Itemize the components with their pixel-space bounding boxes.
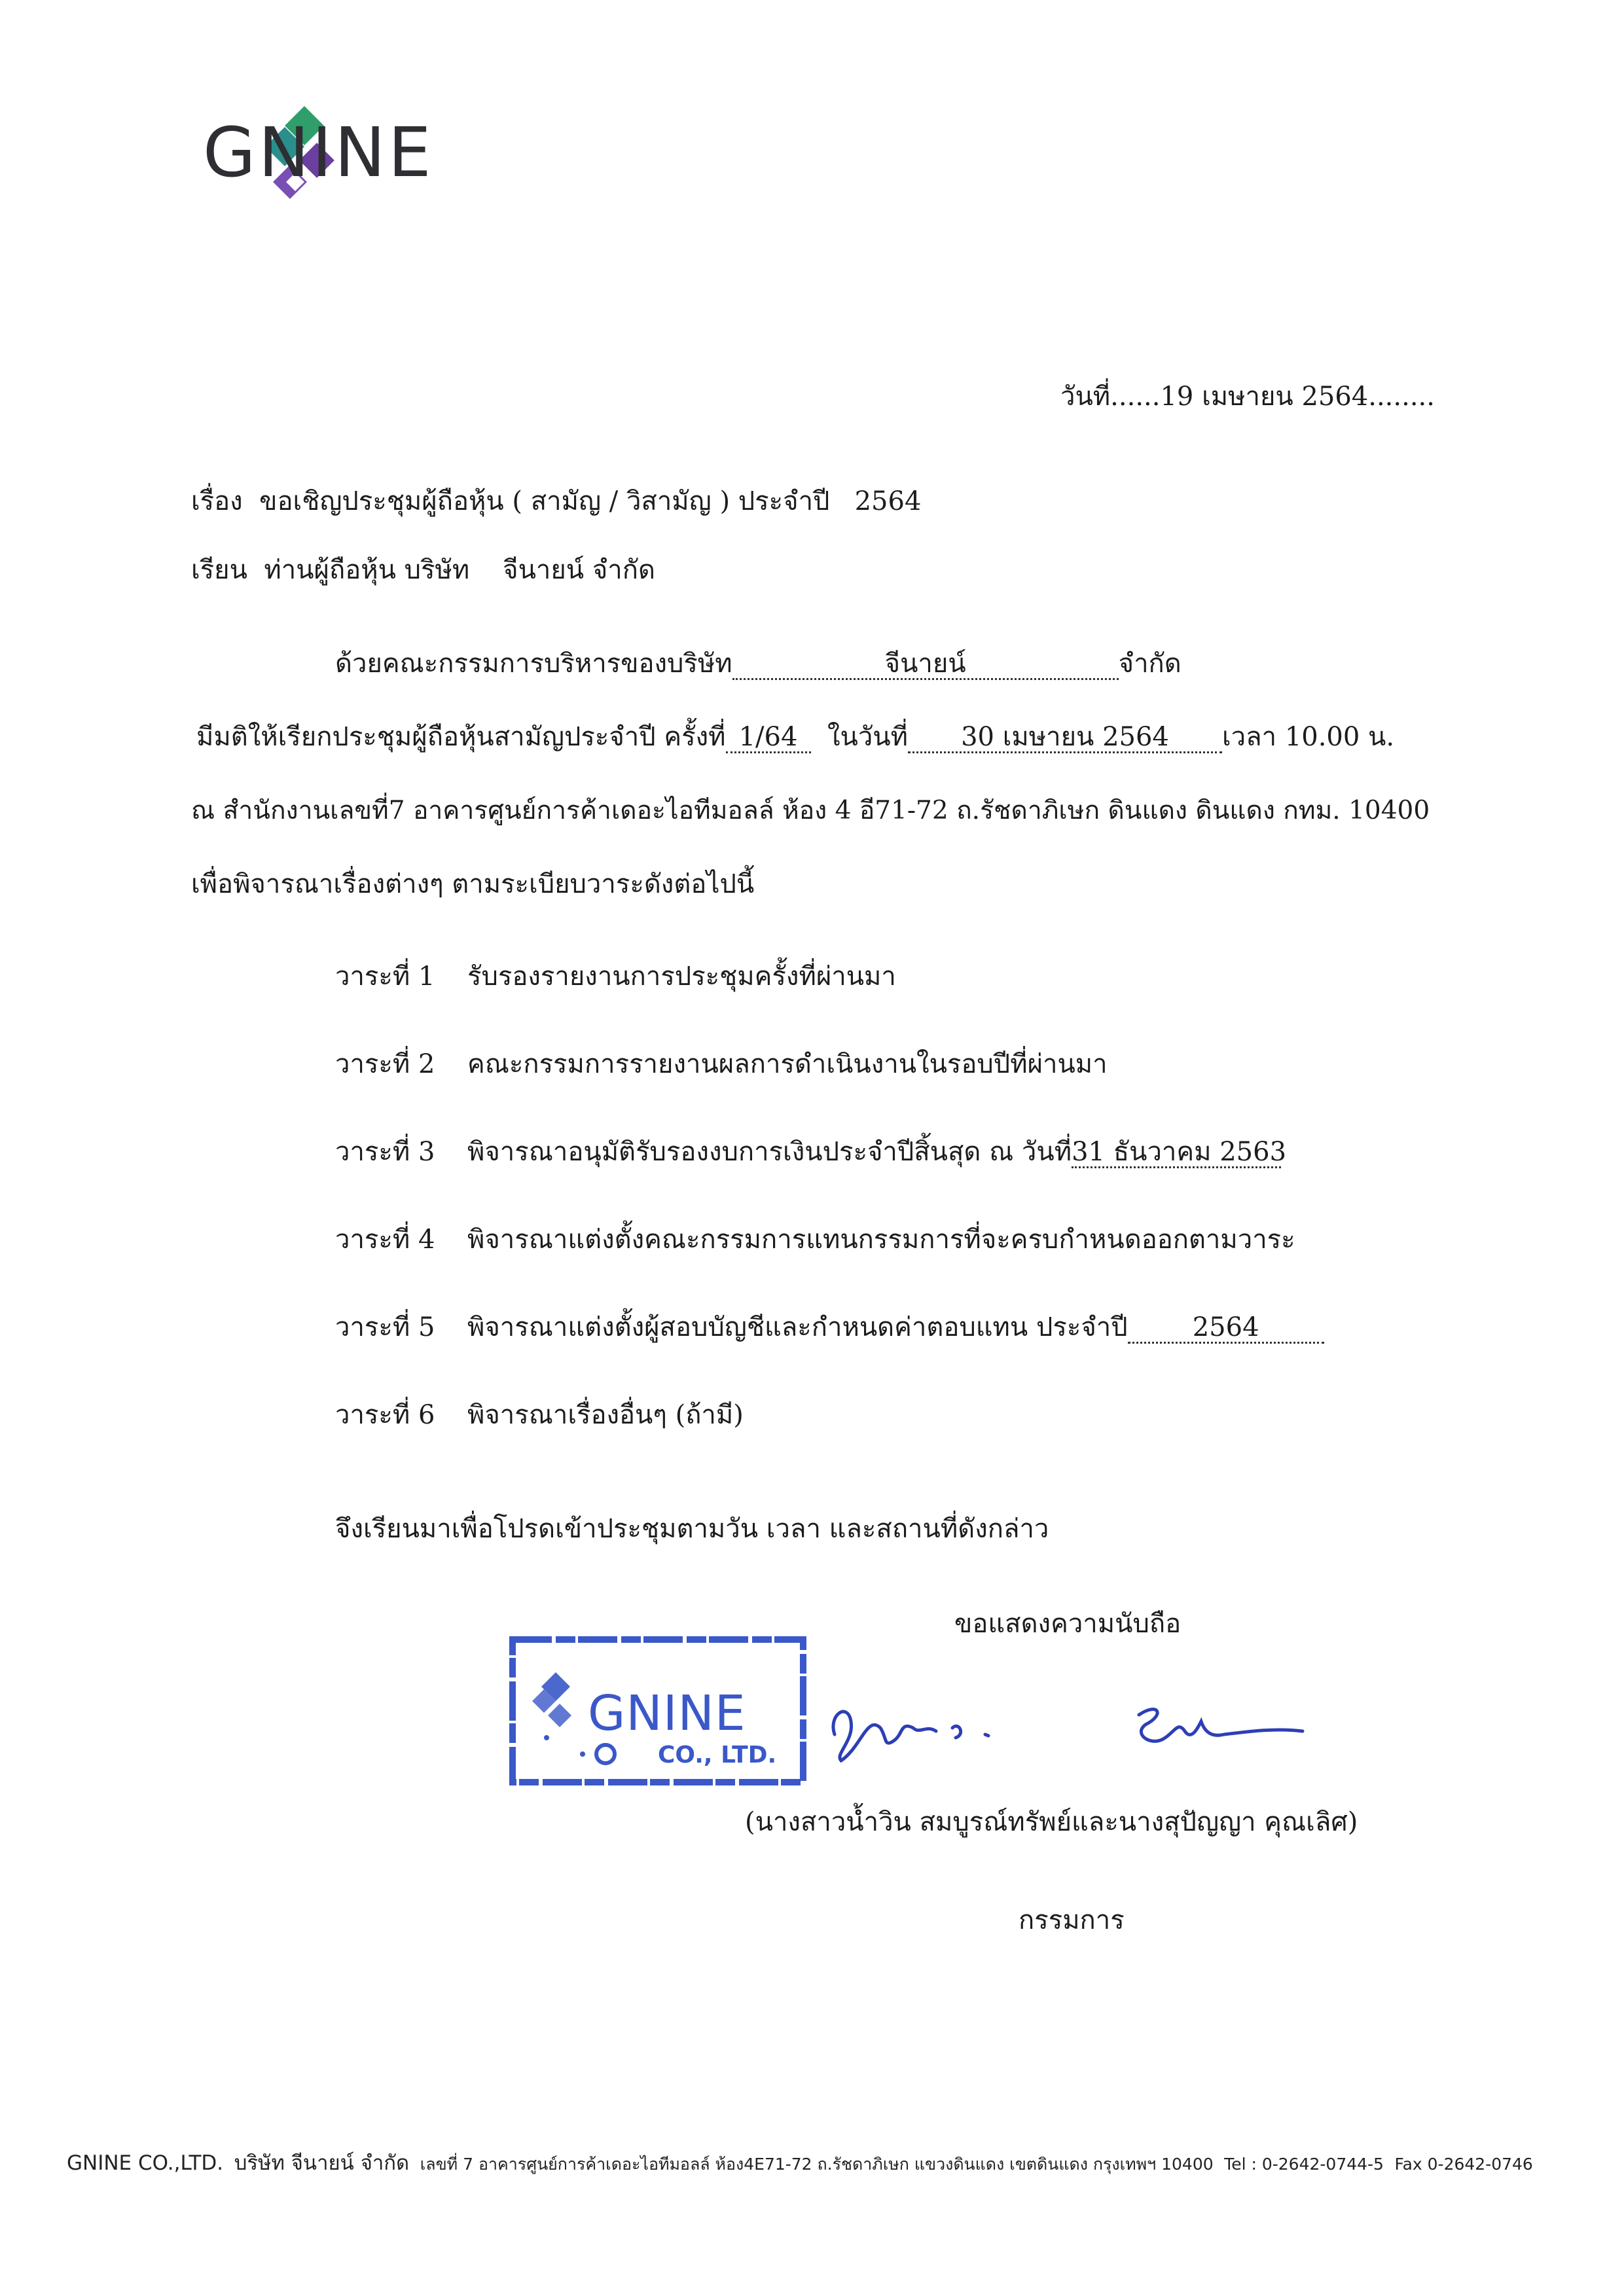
agenda-5-text — [467, 1310, 1324, 1344]
meeting-date: 30 เมษายน 2564 — [908, 723, 1222, 753]
footer-tel: Tel : 0-2642-0744-5 — [1224, 2155, 1384, 2174]
logo-wordmark: GNINE — [203, 113, 434, 192]
stamp-name: GNINE — [588, 1685, 746, 1742]
recipient-company: จีนายน์ จำกัด — [503, 555, 655, 585]
agenda-3-text — [467, 1135, 1287, 1169]
regards: ขอแสดงความนับถือ — [954, 1609, 1182, 1639]
footer-company-en: GNINE CO.,LTD. — [67, 2151, 224, 2175]
footer-address: เลขที่ 7 อาคารศูนย์การค้าเดอะไอทีมอลล์ ห้อง4E71-72 ถ.รัชดาภิเษก แขวงดินแดง เขตดินแดง กรุงเทพฯ 10400 — [420, 2155, 1214, 2174]
meeting-number: 1/64 — [726, 723, 811, 753]
subject-label: เรื่อง — [191, 486, 243, 516]
agenda-1-text: รับรองรายงานการประชุมครั้งที่ผ่านมา — [467, 961, 896, 992]
agenda-3-date: 31 ธันวาคม 2563 — [1072, 1137, 1287, 1167]
meeting-location: ณ สำนักงานเลขที่7 อาคารศูนย์การค้าเดอะไอทีมอลล์ ห้อง 4 อี71-72 ถ.รัชดาภิเษก ดินแดง ดินแดง กทม. 10400 — [191, 796, 1430, 825]
agenda-5-number: วาระที่ 5 — [335, 1312, 435, 1342]
signatory-position: กรรมการ — [1019, 1905, 1125, 1935]
meeting-date-label: ในวันที่ — [827, 722, 908, 752]
stamp-suffix: CO., LTD. — [658, 1742, 777, 1768]
body-paragraph-2 — [196, 720, 1394, 754]
subject-text: ขอเชิญประชุมผู้ถือหุ้น ( สามัญ / วิสามัญ ) ประจำปี — [259, 486, 830, 516]
p2-prefix: มีมติให้เรียกประชุมผู้ถือหุ้นสามัญประจำปี ครั้งที่ — [196, 722, 726, 752]
agenda-4-text: พิจารณาแต่งตั้งคณะกรรมการแทนกรรมการที่จะครบกำหนดออกตามวาระ — [467, 1225, 1295, 1255]
agenda-4-number: วาระที่ 4 — [335, 1225, 435, 1255]
agenda-6-text: พิจารณาเรื่องอื่นๆ (ถ้ามี) — [467, 1400, 744, 1430]
agenda-3-number: วาระที่ 3 — [335, 1137, 435, 1167]
date-label: วันที่ — [1060, 382, 1111, 412]
p1-company: จีนายน์ — [732, 649, 1119, 680]
footer-company-th: บริษัท จีนายน์ จำกัด — [234, 2151, 410, 2175]
footer-fax: Fax 0-2642-0746 — [1394, 2155, 1533, 2174]
meeting-time: เวลา 10.00 น. — [1222, 722, 1395, 752]
p1-prefix: ด้วยคณะกรรมการบริหารของบริษัท — [335, 649, 732, 679]
agenda-6-number: วาระที่ 6 — [335, 1400, 435, 1430]
recipient-text: ท่านผู้ถือหุ้น บริษัท — [264, 555, 470, 585]
date-value: 19 เมษายน 2564 — [1160, 382, 1369, 412]
signature-1 — [821, 1689, 1018, 1767]
p1-suffix: จำกัด — [1118, 649, 1182, 679]
subject-line — [191, 484, 921, 518]
recipient-label: เรียน — [191, 555, 247, 585]
signatory-name: (นางสาวน้ำวิน สมบูรณ์ทรัพย์และนางสุปัญญา คุณเลิศ) — [745, 1807, 1358, 1837]
agenda-3-main: พิจารณาอนุมัติรับรองงบการเงินประจำปีสิ้นสุด ณ วันที่ — [467, 1137, 1072, 1167]
closing-line: จึงเรียนมาเพื่อโปรดเข้าประชุมตามวัน เวลา และสถานที่ดังกล่าว — [335, 1514, 1049, 1544]
agenda-intro: เพื่อพิจารณาเรื่องต่างๆ ตามระเบียบวาระดังต่อไปนี้ — [191, 869, 755, 899]
subject-year: 2564 — [854, 486, 922, 516]
signature-2 — [1119, 1695, 1316, 1761]
body-paragraph-1 — [335, 647, 1182, 681]
agenda-2-text: คณะกรรมการรายงานผลการดำเนินงานในรอบปีที่ผ่านมา — [467, 1049, 1108, 1079]
document-date: วันที่......19 เมษายน 2564........ — [1060, 382, 1435, 412]
agenda-5-year: 2564 — [1128, 1313, 1324, 1344]
agenda-5-main: พิจารณาแต่งตั้งผู้สอบบัญชีและกำหนดค่าตอบแทน ประจำปี — [467, 1312, 1128, 1342]
letterhead-footer — [67, 2152, 1533, 2176]
recipient-line — [191, 553, 655, 587]
agenda-2-number: วาระที่ 2 — [335, 1049, 435, 1079]
agenda-1-number: วาระที่ 1 — [335, 961, 435, 992]
